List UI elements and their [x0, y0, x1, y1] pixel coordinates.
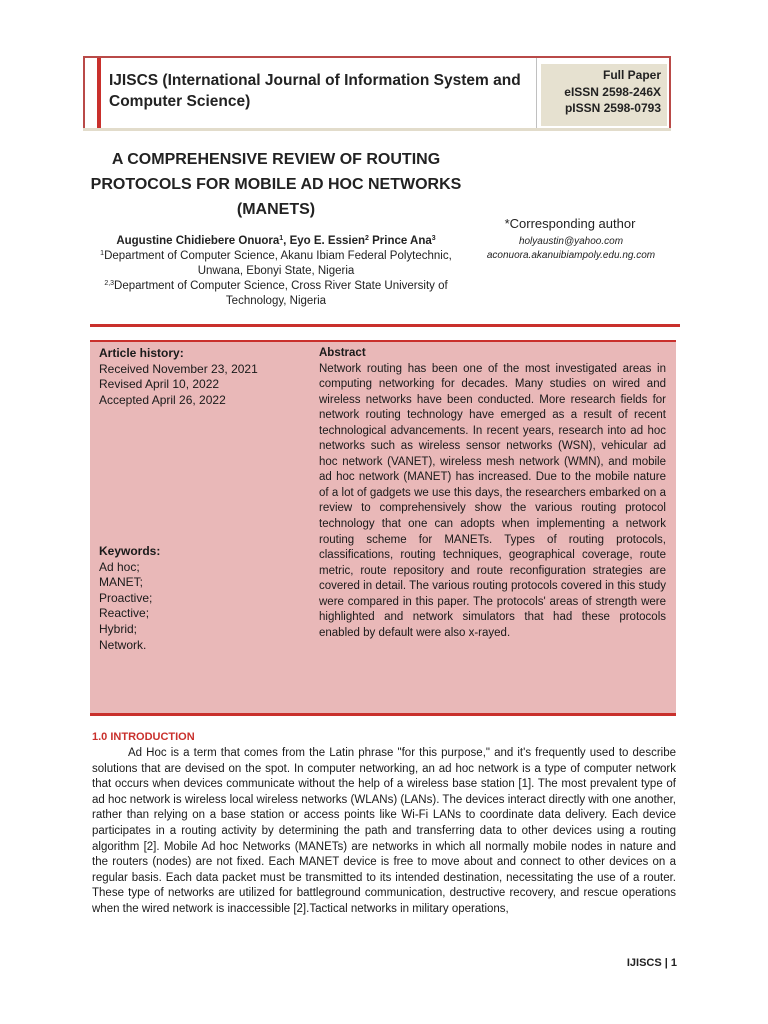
- keyword: Hybrid;: [99, 621, 138, 636]
- corresponding-author-label: *Corresponding author: [504, 216, 636, 231]
- received-date: Received November 23, 2021: [99, 361, 258, 376]
- keyword: Reactive;: [99, 606, 150, 621]
- author-2: Eyo E. Essien: [289, 235, 365, 247]
- keyword: Ad hoc;: [99, 559, 140, 574]
- email-1[interactable]: holyaustin@yahoo.com: [518, 236, 624, 247]
- keywords: [99, 544, 299, 653]
- page-footer: IJISCS | 1: [626, 957, 677, 969]
- author-names: Augustine Chidiebere Onuora$^1$, Eyo E. Essien$^2$ Prince Ana$^3$: [116, 235, 436, 247]
- article-history: [99, 346, 299, 408]
- affiliation-2: $^{2,3}$Department of Computer Science, Cross River State University of Technology, Nigeria: [104, 280, 448, 307]
- author-3: Prince Ana: [372, 235, 432, 247]
- section-heading: 1.0 INTRODUCTION: [92, 731, 195, 743]
- abstract: [319, 346, 666, 641]
- author-block: [90, 234, 462, 309]
- corresponding-emails: [462, 235, 680, 263]
- history-label: Article history:: [99, 346, 184, 360]
- accepted-date: Accepted April 26, 2022: [99, 392, 226, 407]
- keyword: Network.: [99, 637, 147, 652]
- author-1: Augustine Chidiebere Onuora: [116, 235, 280, 247]
- abstract-box: [90, 340, 676, 716]
- keyword: Proactive;: [99, 590, 153, 605]
- eissn: eISSN 2598-246X: [564, 84, 661, 99]
- affiliation-1: $^1$Department of Computer Science, Akanu Ibiam Federal Polytechnic, Unwana, Ebonyi State, Nigeria: [100, 250, 452, 277]
- keywords-label: Keywords:: [99, 544, 161, 558]
- introduction-text: Ad Hoc is a term that comes from the Latin phrase "for this purpose," and it's frequently used to describe solutions that are devised on the spot. In computer networking, an ad hoc network is a type of computer network that occurs when devices communicate without the help of a wireless base station [1]. The most prevalent type of ad hoc network is wireless local wireless networks (WLANs) (LANs). The devices interact directly with one another, rather than relying on a base station or access points like Wi-Fi LANs to coordinate data delivery. Each device participates in a routing activity by determining the path and transferring data to other devices using a routing algorithm [2]. Mobile Ad hoc Networks (MANETs) are networks in which all normally mobile nodes in nature and the routers (nodes) are not fixed. Each MANET device is free to move about and connect to other devices on a regular basis. Each data packet must be transmitted to its intended destination, necessitating the use of a router. These type of networks are utilized for battleground communication, destructive recovery, and rescue operations when the wired network is inaccessible [2].Tactical networks in military operations,: [92, 747, 676, 915]
- email-2[interactable]: aconuora.akanuibiampoly.edu.ng.com: [486, 250, 656, 261]
- issn-box: [541, 64, 667, 126]
- paper-type: Full Paper: [602, 68, 661, 82]
- abstract-label: Abstract: [319, 347, 366, 359]
- journal-header: [83, 56, 671, 130]
- abstract-text: Network routing has been one of the most investigated areas in computing networking for decades. Many studies on wired and wireless networks have been conducted. More research fields for network routing technology have emerged as a result of recent technological advancements. In recent years, research into ad hoc networks such as wireless sensor networks (WSN), vehicular ad hoc network (VANET), wireless mesh network (WMN), and mobile ad hoc network (MANET) has increased. Due to the mobile nature of a lot of gadgets we use this days, the researchers embarked on a review to comprehensively show the various routing protocol technology that one can adopts when implementing a network routing scheme for MANETs. Types of routing protocols, classifications, routing techniques, geographical coverage, route metric, route repository and route reconfiguration strategies are covered in detail. The various routing protocols covered in this study were compared in this paper. The protocols' areas of strength were highlighted and network simulators that had these protocols enabled by default were also x-rayed.: [319, 362, 666, 639]
- keyword: MANET;: [99, 575, 144, 590]
- header-shadow: [83, 128, 671, 131]
- divider-rule: [90, 324, 680, 327]
- journal-title: IJISCS (International Journal of Information System and Computer Science): [97, 58, 537, 128]
- paper-title: A COMPREHENSIVE REVIEW OF ROUTING PROTOCOLS FOR MOBILE AD HOC NETWORKS (MANETS): [90, 151, 462, 218]
- revised-date: Revised April 10, 2022: [99, 377, 220, 392]
- pissn: pISSN 2598-0793: [564, 101, 661, 115]
